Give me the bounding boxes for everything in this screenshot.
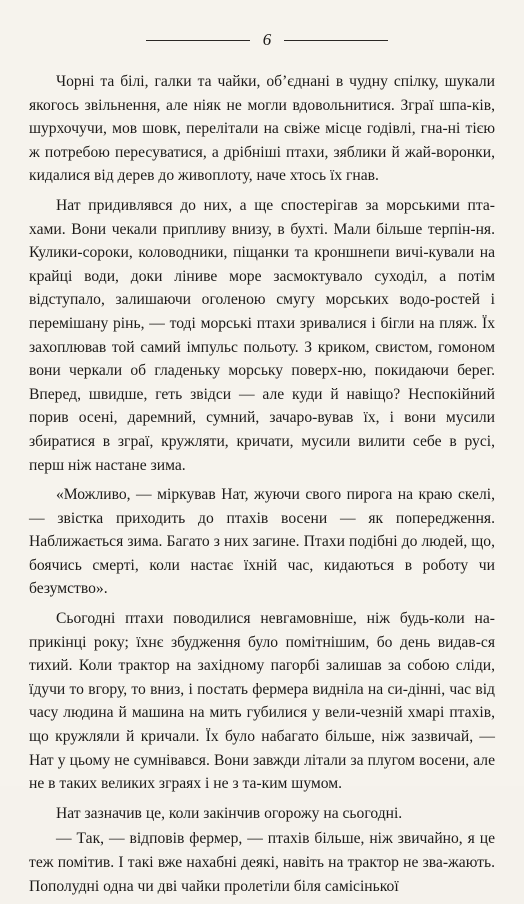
paragraph-6: — Так, — відповів фермер, — птахів більше, ніж звичайно, я це теж помітив. І такі вже нахабні деякі, навіть на трактор не зва-жають. Пополудні одна чи дві чайки пролетіли біля самісінької [29, 830, 495, 895]
paragraph-1: Чорні та білі, галки та чайки, об’єднані в чудну спілку, шукали якогось звільнення, але ніяк не могли вдовольнитися. Зграї шпа-ків, шурхочучи, мов шовк, перелітали на свіже місце годівлі, гна-ні тією ж потребою пересуватися, а дрібніші птахи, зяблики й жай-воронки, кидалися від дерев до живоплоту, наче хтось їх гнав. [29, 73, 495, 185]
header-rule-left [146, 40, 250, 41]
page-header [0, 28, 524, 52]
body-text [29, 70, 495, 904]
header-rule-right [284, 40, 388, 41]
paragraph-5: Нат зазначив це, коли закінчив огорожу на сьогодні. [56, 804, 403, 822]
paragraph-2: Нат придивлявся до них, а ще спостерігав за морськими пта-хами. Вони чекали припливу внизу, в бухті. Мали більше терпін-ня. Кулики-сороки, коловодники, піщанки та кроншнепи вичі-кували на крайці води, доки ліниве море засмоктувало суходіл, а потім відступало, залишаючи оголеною смугу морських водо-ростей і перемішану рінь, — тоді морські птахи зривалися і бігли на пляж. Їх захоплював той самий імпульс польоту. З криком, свистом, гомоном вони черкали об гладеньку морську поверх-ню, покидаючи берег. Вперед, швидше, геть звідси — але куди й навіщо? Неспокійний порив осені, даремний, сумний, зачаро-вував їх, і вони мусили збиратися в зграї, кружляти, кричати, мусили вилити себе в русі, перш ніж настане зима. [29, 196, 495, 474]
paragraph-3: «Можливо, — міркував Нат, жуючи свого пирога на краю скелі, — звістка приходить до птахів восени — як попередження. Наближається зима. Багато з них загине. Птахи подібні до людей, що, боячись смерті, коли настає їхній час, кидаються в роботу чи безумство». [29, 486, 495, 598]
paragraph-4: Сьогодні птахи поводилися невгамовніше, ніж будь-коли на-прикінці року; їхнє збудження було помітнішим, бо день видав-ся тихий. Коли трактор на західному пагорбі залишав за собою сліди, їдучи то вгору, то вниз, і постать фермера виднiла на си-дінні, час від часу людина й машина на мить губилися у вели-чезній хмарі птахів, що кружляли й кричали. Їх було набагато більше, ніж зазвичай, — Нат у цьому не сумнівався. Вони завжди літали за плугом восени, але не в таких великих зграях і не з та-ким шумом. [29, 610, 495, 793]
page-number: 6 [262, 30, 272, 49]
